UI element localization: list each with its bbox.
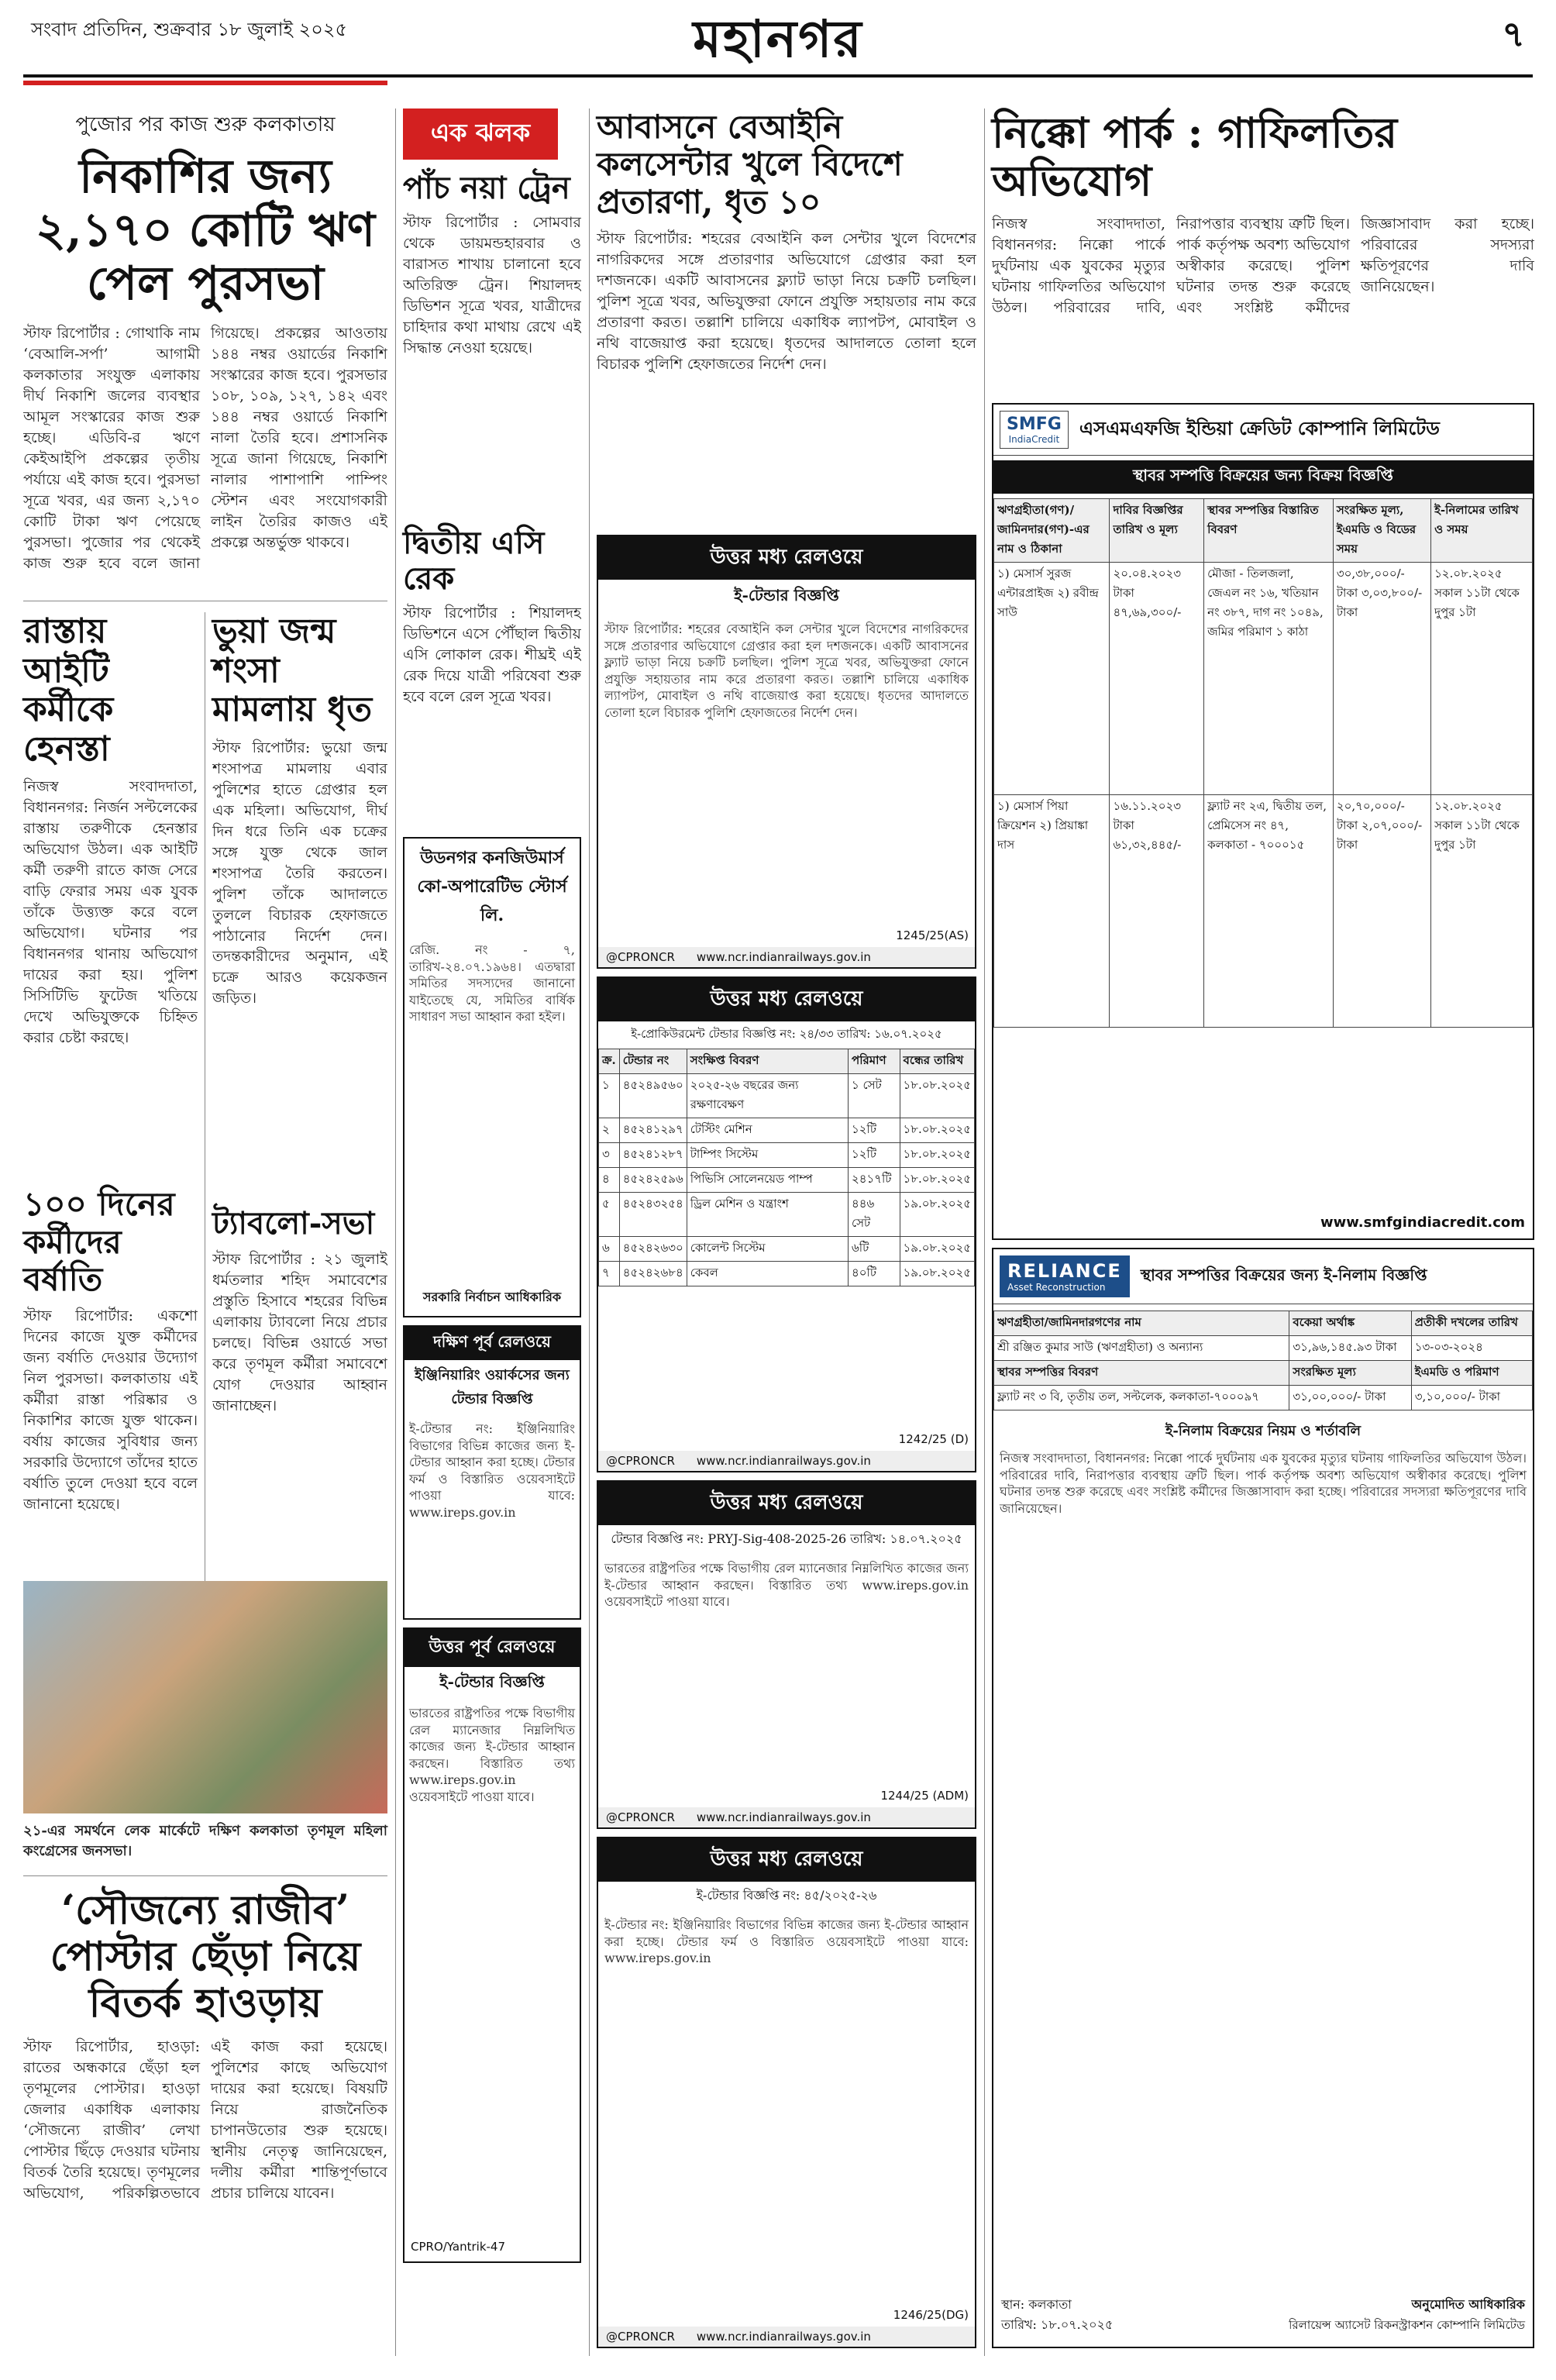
cell: পিভিসি সোলেনয়েড পাম্প [687,1168,848,1193]
ncr-tender-2 [597,976,976,1472]
cell: ৩১,০০,০০০/- টাকা [1289,1386,1411,1410]
rally-photo [23,1581,387,1813]
ner-head: উত্তর পূর্ব রেলওয়ে [404,1629,580,1667]
story-body: স্টাফ রিপোর্টার: ভুয়ো জন্ম শংসাপত্র মামলায় এবার পুলিশের হাতে গ্রেপ্তার হল এক মহিলা। অভিযোগ, দীর্ঘ দিন ধরে তিনি এক চক্রের সঙ্গে যুক্ত থেকে জাল শংসাপত্র তৈরি করতেন। পুলিশ তাঁকে আদালতে তুললে বিচারক হেফাজতে পাঠানোর নির্দেশ দেন। তদন্তকারীদের অনুমান, এই চক্রে আরও কয়েকজন জড়িত। [212,739,387,1007]
page-number: ৭ [1502,13,1525,55]
cell: ৪৫২৪১২৮৭ [619,1143,687,1168]
table-row [599,1118,975,1143]
col-header: বন্ধের তারিখ [900,1049,975,1074]
cell: ৪৫২৪২৫৯৬ [619,1168,687,1193]
cell: শ্রী রঞ্জিত কুমার সাউ (ঋণগ্রহীতা) ও অন্যান্য [994,1336,1289,1361]
cell: ৩০,৩৮,০০০/- টাকা ৩,০৩,৮০০/- টাকা [1333,563,1430,795]
coop-sign: সরকারি নির্বাচন আধিকারিক [422,1290,562,1304]
smfg-site[interactable]: www.smfgindiacredit.com [1320,1214,1525,1231]
ncr-subhead: টেন্ডার বিজ্ঞপ্তি নং: PRYJ-Sig-408-2025-26 তারিখ: ১৪.০৭.২০২৫ [611,1531,962,1546]
coop-body: রেজি. নং - ৭, তারিখ-২৪.০৭.১৯৬৪। এতদ্বারা সমিতির সদস্যদের জানানো যাইতেছে যে, সমিতির বার্ষিক সাধারণ সভা আহ্বান করা হইল। [409,942,575,1025]
col-header: ই-নিলামের তারিখ ও সময় [1431,499,1533,563]
brief-headline: পাঁচ নয়া ট্রেন [403,170,570,206]
reliance-company: রিলায়েন্স অ্যাসেট রিকনস্ট্রাকশন কোম্পানি লিমিটেড [1289,2318,1525,2332]
cell: ৫ [599,1193,620,1237]
cell: ৪৫২৪২৬৩০ [619,1237,687,1262]
cell: ২৪১৭টি [849,1168,900,1193]
ncr-head: উত্তর মধ্য রেলওয়ে [598,536,975,580]
ncr-ref: 1245/25(AS) [896,928,969,942]
brief-body: স্টাফ রিপোর্টার : সোমবার থেকে ডায়মন্ডহারবার ও বারাসত শাখায় চালানো হবে অতিরিক্ত ট্রেন। শিয়ালদহ ডিভিশন সূত্রে খবর, যাত্রীদের চাহিদার কথা মাথায় রেখে এই সিদ্ধান্ত নেওয়া হয়েছে। [403,214,581,356]
divider [589,108,590,2356]
story-body: স্টাফ রিপোর্টার: একশো দিনের কাজে যুক্ত কর্মীদের জন্য বর্ষাতি দেওয়ার উদ্যোগ নিল পুরসভা। কলকাতায় এই কর্মীরা রাস্তা পরিষ্কার ও নিকাশির কাজে যুক্ত থাকেন। বর্ষায় কাজের সুবিধার জন্য সরকারি উদ্যোগে তাঁদের হাতে বর্ষাতি তুলে দেওয়া হবে বলে জানানো হয়েছে। [23,1307,198,1513]
ncr-handle: @CPRONCR [606,2330,675,2344]
edition-date: সংবাদ প্রতিদিন, শুক্রবার ১৮ জুলাই ২০২৫ [31,19,348,40]
ser-sub: ইঞ্জিনিয়ারিং ওয়ার্কসের জন্য টেন্ডার বিজ্ঞপ্তি [415,1367,570,1407]
brief-body: স্টাফ রিপোর্টার : শিয়ালদহ ডিভিশনে এসে পৌঁছাল দ্বিতীয় এসি লোকাল রেক। শীঘ্রই এই রেক দিয়ে যাত্রী পরিষেবা শুরু হবে বলে রেল সূত্রে খবর। [403,604,581,705]
col-header: স্থাবর সম্পত্তির বিস্তারিত বিবরণ [1204,499,1334,563]
reliance-head: স্থাবর সম্পত্তির বিক্রয়ের জন্য ই-নিলাম বিজ্ঞপ্তি [1140,1265,1427,1284]
nicco-headline: নিক্কো পার্ক : গাফিলতির অভিযোগ [992,108,1398,206]
cell: ১২.০৮.২০২৫ সকাল ১১টা থেকে দুপুর ১টা [1431,795,1533,1028]
cell: ৬টি [849,1237,900,1262]
cell: ১২টি [849,1143,900,1168]
ser-notice [403,1325,581,1620]
cell: ৭ [599,1262,620,1286]
col-header: ঋণগ্রহীতা/জামিনদারগণের নাম [994,1311,1289,1336]
table-row [994,563,1533,795]
lead-headline: নিকাশির জন্য ২,১৭০ কোটি ঋণ পেল পুরসভা [35,150,376,311]
header-accent [23,81,387,85]
smfg-table [993,498,1533,1028]
cell: ড্রিল মেশিন ও যন্ত্রাংশ [687,1193,848,1237]
table-row [599,1193,975,1237]
table-row [599,1262,975,1286]
reliance-place: স্থান: কলকাতা [1001,2297,1072,2312]
ncr-site[interactable]: www.ncr.indianrailways.gov.in [696,1810,871,1824]
reliance-date: তারিখ: ১৮.০৭.২০২৫ [1001,2317,1114,2332]
col-header: স্থাবর সম্পত্তির বিবরণ [994,1361,1289,1386]
callcenter-headline: আবাসনে বেআইনি কলসেন্টার খুলে বিদেশে প্রতারণা, ধৃত ১০ [597,108,903,221]
story-body: নিজস্ব সংবাদদাতা, বিধাননগর: নির্জন সল্টলেকের রাস্তায় তরুণীকে হেনস্তার অভিযোগ উঠল। এক আইটি কর্মী তরুণী রাতে কাজ সেরে বাড়ি ফেরার সময় এক যুবক তাঁকে উত্ত্যক্ত করে বলে অভিযোগ। ঘটনার পর বিধাননগর থানায় অভিযোগ দায়ের করা হয়। পুলিশ সিসিটিভি ফুটেজ খতিয়ে দেখে অভিযুক্তকে চিহ্নিত করার চেষ্টা করছে। [23,778,198,1046]
cell: ১৯.০৮.২০২৫ [900,1262,975,1286]
smfg-notice [992,403,1534,1240]
smfg-section: স্থাবর সম্পত্তি বিক্রয়ের জন্য বিক্রয় বিজ্ঞপ্তি [993,460,1533,494]
ncr-head: উত্তর মধ্য রেলওয়ে [598,978,975,1021]
story-headline: ট্যাবলো-সভা [212,1204,375,1242]
cell: ৪০টি [849,1262,900,1286]
ncr-site[interactable]: www.ncr.indianrailways.gov.in [696,950,871,964]
cell: ১) মেসার্স পিয়া ক্রিয়েশন ২) প্রিয়াঙ্কা দাস [994,795,1110,1028]
story-headline: ভুয়া জন্ম শংসা মামলায় ধৃত [212,611,373,730]
col-header: দাবির বিজ্ঞপ্তির তারিখ ও মূল্য [1110,499,1204,563]
reliance-logo-sub: Asset Reconstruction [1007,1282,1106,1293]
cell: ৩১,৯৬,১৪৫.৯৩ টাকা [1289,1336,1411,1361]
col-header: বকেয়া অর্থাঙ্ক [1289,1311,1411,1336]
cell: ১৮.০৮.২০২৫ [900,1143,975,1168]
cell: ২০,৭০,০০০/- টাকা ২,০৭,০০০/- টাকা [1333,795,1430,1028]
divider [984,108,985,2356]
ncr-site[interactable]: www.ncr.indianrailways.gov.in [696,1454,871,1468]
cell: ১৩-০৩-২০২৪ [1411,1336,1532,1361]
divider [23,1875,387,1876]
reliance-body: নিজস্ব সংবাদদাতা, বিধাননগর: নিক্কো পার্কে দুর্ঘটনায় এক যুবকের মৃত্যুর ঘটনায় গাফিলতির অভিযোগ উঠল। পরিবারের দাবি, নিরাপত্তার ব্যবস্থায় ত্রুটি ছিল। পার্ক কর্তৃপক্ষ অবশ্য অভিযোগ অস্বীকার করেছে। পুলিশ ঘটনার তদন্ত শুরু করেছে এবং সংশ্লিষ্ট কর্মীদের জিজ্ঞাসাবাদ করা হচ্ছে। পরিবারের সদস্যরা ক্ষতিপূরণের দাবি জানিয়েছেন। [1000,1451,1527,1516]
cell: ৬ [599,1237,620,1262]
ner-notice [403,1627,581,2263]
brief-headline: দ্বিতীয় এসি রেক [403,525,545,597]
ncr-ref: 1242/25 (D) [898,1432,969,1446]
ser-head: দক্ষিণ পূর্ব রেলওয়ে [404,1327,580,1360]
coop-title: উডনগর কনজিউমার্স কো-অপারেটিভ স্টোর্স লি. [417,848,567,925]
ncr-body: ভারতের রাষ্ট্রপতির পক্ষে বিভাগীয় রেল ম্যানেজার নিম্নলিখিত কাজের জন্য ই-টেন্ডার আহ্বান করছেন। বিস্তারিত তথ্য www.ireps.gov.in ওয়েবসাইটে পাওয়া যাবে। [604,1561,969,1610]
col-header: পরিমাণ [849,1049,900,1074]
col-header: প্রতীকী দখলের তারিখ [1411,1311,1532,1336]
ner-sub: ই-টেন্ডার বিজ্ঞপ্তি [439,1672,545,1691]
smfg-logo-sub: IndiaCredit [1008,434,1060,445]
col-header: ইএমডি ও পরিমাণ [1411,1361,1532,1386]
ncr-handle: @CPRONCR [606,1454,675,1468]
ek-jhalak-tag: এক ঝলক [403,108,558,160]
reliance-notice [992,1248,1534,2348]
table-row [599,1143,975,1168]
poster-headline: ‘সৌজন্যে রাজীব’ পোস্টার ছেঁড়া নিয়ে বিতর্ক হাওড়ায় [50,1886,361,2027]
cell: ৩,১০,০০০/- টাকা [1411,1386,1532,1410]
cell: ৪৫২৪১২৯৭ [619,1118,687,1143]
smfg-logo: SMFG [1007,415,1062,434]
table-row [599,1168,975,1193]
reliance-table [993,1311,1533,1410]
cell: ২০২৫-২৬ বছরের জন্য রক্ষণাবেক্ষণ [687,1074,848,1118]
cell: ২ [599,1118,620,1143]
table-row [599,1237,975,1262]
table-row [599,1074,975,1118]
ncr-head: উত্তর মধ্য রেলওয়ে [598,1838,975,1882]
coop-notice [403,837,581,1317]
story-body: স্টাফ রিপোর্টার : ২১ জুলাই ধর্মতলার শহিদ সমাবেশের প্রস্তুতি হিসাবে শহরের বিভিন্ন এলাকায় ট্যাবলো নিয়ে প্রচার চলছে। বিভিন্ন ওয়ার্ডে সভা করে তৃণমূল কর্মীরা সমাবেশে যোগ দেওয়ার আহ্বান জানাচ্ছেন। [212,1250,387,1414]
ncr-head: উত্তর মধ্য রেলওয়ে [598,1482,975,1525]
callcenter-body: স্টাফ রিপোর্টার: শহরের বেআইনি কল সেন্টার খুলে বিদেশের নাগরিকদের সঙ্গে প্রতারণার অভিযোগে গ্রেপ্তার করা হল দশজনকে। একটি আবাসনের ফ্ল্যাট ভাড়া নিয়ে চক্রটি চলছিল। পুলিশ সূত্রে খবর, অভিযুক্তরা ফোনে প্রযুক্তি সহায়তার নাম করে প্রতারণা করত। তল্লাশি চালিয়ে একাধিক ল্যাপটপ, মোবাইল ও নথি বাজেয়াপ্ত করা হয়েছে। ধৃতদের আদালতে তোলা হলে বিচারক পুলিশি হেফাজতের নির্দেশ দেন। [597,229,976,373]
cell: ৪৫২৪৩২৫৪ [619,1193,687,1237]
cell: ফ্ল্যাট নং ৩ বি, তৃতীয় তল, সল্টলেক, কলকাতা-৭০০০৯৭ [994,1386,1289,1410]
ncr-handle: @CPRONCR [606,950,675,964]
nicco-body: নিজস্ব সংবাদদাতা, বিধাননগর: নিক্কো পার্কে দুর্ঘটনায় এক যুবকের মৃত্যুর ঘটনায় গাফিলতির অভিযোগ উঠল। পরিবারের দাবি, নিরাপত্তার ব্যবস্থায় ত্রুটি ছিল। পার্ক কর্তৃপক্ষ অবশ্য অভিযোগ অস্বীকার করেছে। পুলিশ ঘটনার তদন্ত শুরু করেছে এবং সংশ্লিষ্ট কর্মীদের জিজ্ঞাসাবাদ করা হচ্ছে। পরিবারের সদস্যরা ক্ষতিপূরণের দাবি জানিয়েছেন। [992,215,1534,317]
photo-caption: ২১-এর সমর্থনে লেক মার্কেটে দক্ষিণ কলকাতা তৃণমূল মহিলা কংগ্রেসের জনসভা। [23,1823,387,1859]
reliance-tc: ই-নিলাম বিক্রয়ের নিয়ম ও শর্তাবলি [1165,1423,1362,1439]
header-rule [23,74,1533,77]
cell: ১) মেসার্স সুরজ এন্টারপ্রাইজ ২) রবীন্দ্র সাউ [994,563,1110,795]
ser-body: ই-টেন্ডার নং: ইঞ্জিনিয়ারিং বিভাগের বিভিন্ন কাজের জন্য ই-টেন্ডার আহ্বান করা হচ্ছে। টেন্ডার ফর্ম ও বিস্তারিত ওয়েবসাইটে পাওয়া যাবে: www.ireps.gov.in [409,1421,575,1520]
col-header: টেন্ডার নং [619,1049,687,1074]
ncr-subhead: ই-প্রোকিউরমেন্ট টেন্ডার বিজ্ঞপ্তি নং: ২৪/৩৩ তারিখ: ১৬.০৭.২০২৫ [631,1027,942,1041]
ncr-tender-3 [597,1480,976,1829]
ncr-body: স্টাফ রিপোর্টার: শহরের বেআইনি কল সেন্টার খুলে বিদেশের নাগরিকদের সঙ্গে প্রতারণার অভিযোগে গ্রেপ্তার করা হল দশজনকে। একটি আবাসনের ফ্ল্যাট ভাড়া নিয়ে চক্রটি চলছিল। পুলিশ সূত্রে খবর, অভিযুক্তরা ফোনে প্রযুক্তি সহায়তার নাম করে প্রতারণা করত। তল্লাশি চালিয়ে একাধিক ল্যাপটপ, মোবাইল ও নথি বাজেয়াপ্ত করা হয়েছে। ধৃতদের আদালতে তোলা হলে বিচারক পুলিশি হেফাজতের নির্দেশ দেন। [604,622,969,720]
col-header: সংরক্ষিত মূল্য, ইএমডি ও বিডের সময় [1333,499,1430,563]
lead-body: স্টাফ রিপোর্টার : গোথাকি নাম ‘বেআলি-সর্পা’ আগামী কলকাতার সংযুক্ত এলাকায় দীর্ঘ নিকাশি জলের ব্যবস্থার আমূল সংস্কারের কাজ শুরু হচ্ছে। এডিবি-র ঋণে কেইআইপি প্রকল্পের তৃতীয় পর্যায়ে এই কাজ হবে। পুরসভা সূত্রে খবর, এর জন্য ২,১৭০ কোটি টাকা ঋণ পেয়েছে পুরসভা। পুজোর পর থেকেই কাজ শুরু হবে বলে জানা গিয়েছে। প্রকল্পের আওতায় ১৪৪ নম্বর ওয়ার্ডের নিকাশি সংস্কারের কাজ হবে। পুরসভার ১০৮, ১০৯, ১২৭, ১৪২ এবং ১৪৪ নম্বর ওয়ার্ডে নিকাশি নালা তৈরি হবে। প্রশাসনিক সূত্রে জানা গিয়েছে, নিকাশি নালার পাশাপাশি পাম্পিং স্টেশন এবং সংযোগকারী লাইন তৈরির কাজও এই প্রকল্পে অন্তর্ভুক্ত থাকবে। [23,325,387,572]
ncr-ref: 1244/25 (ADM) [880,1789,969,1803]
cell: ১৬.১১.২০২৩ টাকা ৬১,৩২,৪৪৫/- [1110,795,1204,1028]
ncr-handle: @CPRONCR [606,1810,675,1824]
cell: ১৮.০৮.২০২৫ [900,1074,975,1118]
cell: ১ সেট [849,1074,900,1118]
cell: ১ [599,1074,620,1118]
cell: ৪৫২৪৯৫৬০ [619,1074,687,1118]
story-headline: রাস্তায় আইটি কর্মীকে হেনস্তা [23,611,114,769]
ncr-subhead: ই-টেন্ডার বিজ্ঞপ্তি [734,586,839,604]
cell: ২০.০৪.২০২৩ টাকা ৪৭,৬৯,৩০০/- [1110,563,1204,795]
story-headline: ১০০ দিনের কর্মীদের বর্ষাতি [23,1185,175,1298]
ncr-table [598,1049,975,1286]
cell: ১২টি [849,1118,900,1143]
col-header: সংক্ষিপ্ত বিবরণ [687,1049,848,1074]
cell: ১৮.০৮.২০২৫ [900,1118,975,1143]
ncr-tender-1 [597,535,976,969]
cell: ১৯.০৮.২০২৫ [900,1237,975,1262]
reliance-logo: RELIANCE [1007,1260,1122,1282]
smfg-name: এসএমএফজি ইন্ডিয়া ক্রেডিট কোম্পানি লিমিটেড [1079,416,1440,439]
cell: ১৯.০৮.২০২৫ [900,1193,975,1237]
cell: ১২.০৮.২০২৫ সকাল ১১টা থেকে দুপুর ১টা [1431,563,1533,795]
cell: মৌজা - তিলজলা, জেএল নং ১৬, খতিয়ান নং ৩৮৭, দাগ নং ১০৪৯, জমির পরিমাণ ১ কাঠা [1204,563,1334,795]
ner-body: ভারতের রাষ্ট্রপতির পক্ষে বিভাগীয় রেল ম্যানেজার নিম্নলিখিত কাজের জন্য ই-টেন্ডার আহ্বান করছেন। বিস্তারিত তথ্য www.ireps.gov.in ওয়েবসাইটে পাওয়া যাবে। [409,1706,575,1804]
cell: কেবল [687,1262,848,1286]
cell: টেস্টিং মেশিন [687,1118,848,1143]
cell: কোলেন্ট সিস্টেম [687,1237,848,1262]
divider [395,108,396,2356]
ncr-ref: 1246/25(DG) [893,2308,969,2322]
reliance-sign: অনুমোদিত আধিকারিক [1411,2297,1525,2312]
col-header: সংরক্ষিত মূল্য [1289,1361,1411,1386]
poster-body: স্টাফ রিপোর্টার, হাওড়া: রাতের অন্ধকারে ছেঁড়া হল তৃণমূলের পোস্টার। হাওড়া জেলার একাধিক এলাকায় ‘সৌজন্যে রাজীব’ লেখা পোস্টার ছিঁড়ে দেওয়ার ঘটনায় বিতর্ক তৈরি হয়েছে। তৃণমূলের অভিযোগ, পরিকল্পিতভাবে এই কাজ করা হয়েছে। পুলিশের কাছে অভিযোগ দায়ের করা হয়েছে। বিষয়টি নিয়ে রাজনৈতিক চাপানউতোর শুরু হয়েছে। স্থানীয় নেতৃত্ব জানিয়েছেন, দলীয় কর্মীরা শান্তিপূর্ণভাবে প্রচার চালিয়ে যাবেন। [23,2038,387,2203]
section-title: মহানগর [693,9,863,69]
ncr-tender-4 [597,1837,976,2348]
ncr-body: ই-টেন্ডার নং: ইঞ্জিনিয়ারিং বিভাগের বিভিন্ন কাজের জন্য ই-টেন্ডার আহ্বান করা হচ্ছে। টেন্ডার ফর্ম ও বিস্তারিত ওয়েবসাইটে পাওয়া যাবে: www.ireps.gov.in [604,1917,969,1966]
cell: ৩ [599,1143,620,1168]
col-header: ক্র. [599,1049,620,1074]
cell: ফ্ল্যাট নং ২এ, দ্বিতীয় তল, প্রেমিসেস নং ৪৭, কলকাতা - ৭০০০১৫ [1204,795,1334,1028]
cell: ৪ [599,1168,620,1193]
ncr-site[interactable]: www.ncr.indianrailways.gov.in [696,2330,871,2344]
cell: টাম্পিং সিস্টেম [687,1143,848,1168]
ner-sign: CPRO/Yantrik-47 [411,2240,505,2254]
cell: ১৮.০৮.২০২৫ [900,1168,975,1193]
table-row [994,795,1533,1028]
cell: ৪৫২৪২৬৮৪ [619,1262,687,1286]
lead-kicker: পুজোর পর কাজ শুরু কলকাতায় [75,113,336,136]
ncr-subhead: ই-টেন্ডার বিজ্ঞপ্তি নং: ৪৫/২০২৫-২৬ [696,1888,877,1903]
col-header: ঋণগ্রহীতা(গণ)/জামিনদার(গণ)-এর নাম ও ঠিকানা [994,499,1110,563]
cell: ৪৪৬ সেট [849,1193,900,1237]
